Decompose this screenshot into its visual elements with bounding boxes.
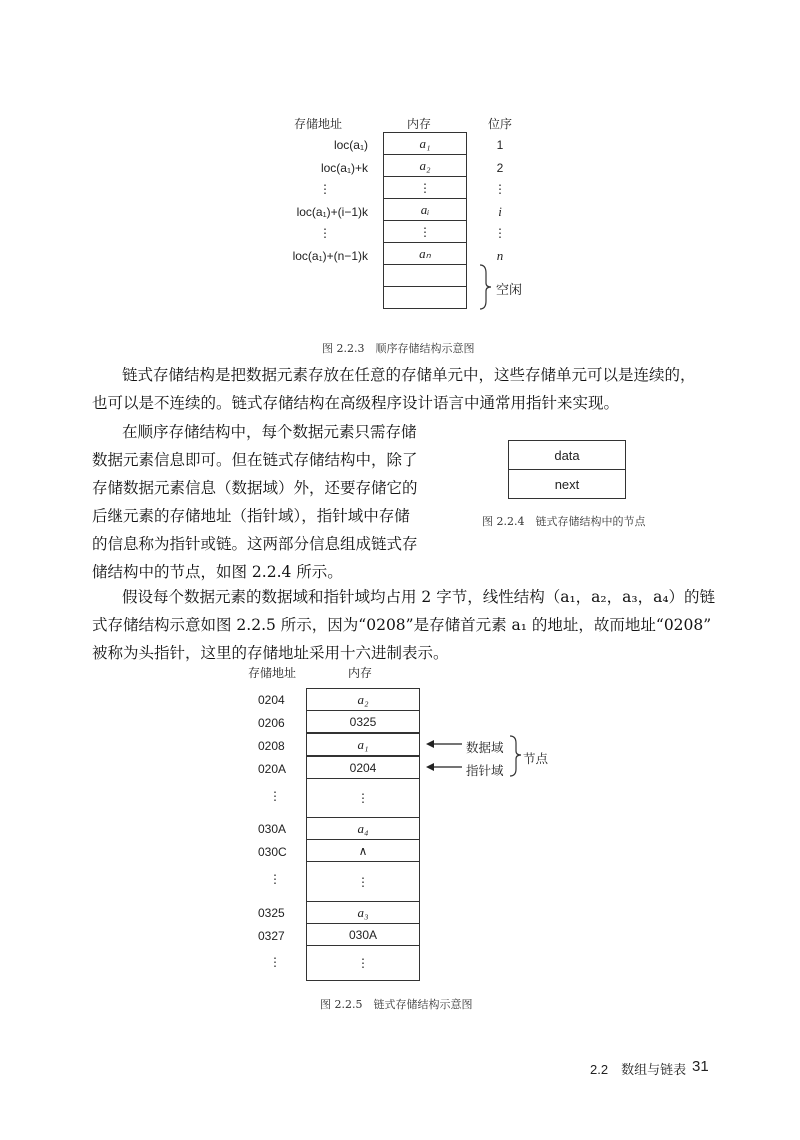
next-field-cell: next <box>508 469 626 499</box>
address-label: 020A <box>258 762 287 776</box>
paragraph-line: 式存储结构示意如图 2.2.5 所示，因为“0208”是存储首元素 a₁ 的地址，故而地址“0208” <box>92 616 712 634</box>
figure-caption: 图 2.2.5 链式存储结构示意图 <box>320 998 473 1011</box>
memory-cell: aₙ <box>383 242 467 265</box>
memory-cell: a₁ <box>383 132 467 155</box>
address-label: ⋮ <box>319 182 331 196</box>
header-memory: 内存 <box>348 666 373 680</box>
paragraph-line: 也可以是不连续的。链式存储结构在高级程序设计语言中通常用指针来实现。 <box>92 394 620 412</box>
order-label: 1 <box>496 138 504 152</box>
address-label: ⋮ <box>269 955 281 969</box>
order-label: 2 <box>496 161 504 175</box>
header-order: 位序 <box>488 117 513 131</box>
paragraph-line: 链式存储结构是把数据元素存放在任意的存储单元中，这些存储单元可以是连续的， <box>122 366 696 384</box>
order-label: i <box>498 204 502 219</box>
memory-cell: ⋮ <box>383 176 467 199</box>
node-label: 节点 <box>523 752 549 766</box>
address-label: 0206 <box>258 716 285 730</box>
address-label: loc(a₁) <box>333 138 368 152</box>
address-label: ⋮ <box>269 789 281 803</box>
paragraph-line: 数据元素信息即可。但在链式存储结构中，除了 <box>92 451 418 469</box>
paragraph-line: 的信息称为指针或链。这两部分信息组成链式存 <box>92 535 418 553</box>
data-field-label: 数据域 <box>466 741 504 755</box>
data-field-cell: data <box>508 440 626 470</box>
paragraph-line: 后继元素的存储地址（指针域），指针域中存储 <box>92 507 410 525</box>
header-address: 存储地址 <box>294 117 343 131</box>
address-label: 0327 <box>258 929 285 943</box>
address-label: loc(a₁)+(i−1)k <box>296 205 368 219</box>
memory-cell: a₃ <box>306 901 420 924</box>
address-label: 0204 <box>258 693 285 707</box>
memory-cell: 0325 <box>306 710 420 733</box>
header-memory: 内存 <box>407 117 432 131</box>
free-memory-cell <box>383 264 467 287</box>
memory-cell: ∧ <box>306 839 420 862</box>
free-memory-cell <box>383 286 467 309</box>
pointer-field-label: 指针域 <box>466 764 504 778</box>
free-label: 空闲 <box>496 282 523 297</box>
address-label: ⋮ <box>269 872 281 886</box>
memory-cell: 0204 <box>306 756 420 779</box>
paragraph-line: 存储数据元素信息（数据域）外，还要存储它的 <box>92 479 418 497</box>
header-address: 存储地址 <box>248 666 297 680</box>
memory-cell: 030A <box>306 923 420 946</box>
paragraph-line: 被称为头指针，这里的存储地址采用十六进制表示。 <box>92 644 449 662</box>
memory-cell: ⋮ <box>306 861 420 902</box>
address-label: ⋮ <box>319 226 331 240</box>
address-label: 0208 <box>258 739 285 753</box>
brace-icon <box>477 263 497 311</box>
page-number: 31 <box>692 1058 709 1075</box>
address-label: 0325 <box>258 906 285 920</box>
order-label: ⋮ <box>494 182 506 196</box>
address-label: 030C <box>258 845 287 859</box>
memory-cell: a₂ <box>383 154 467 177</box>
figure-caption: 图 2.2.4 链式存储结构中的节点 <box>482 515 646 528</box>
paragraph-line: 在顺序存储结构中，每个数据元素只需存储 <box>122 423 417 441</box>
memory-cell: aᵢ <box>383 198 467 221</box>
paragraph-line: 储结构中的节点，如图 2.2.4 所示。 <box>92 563 343 581</box>
paragraph-line: 假设每个数据元素的数据域和指针域均占用 2 字节，线性结构（a₁，a₂，a₃，a₄）的链 <box>122 588 716 606</box>
figure-caption: 图 2.2.3 顺序存储结构示意图 <box>322 342 475 355</box>
memory-cell: a₂ <box>306 688 420 711</box>
memory-cell: ⋮ <box>306 778 420 818</box>
address-label: loc(a₁)+(n−1)k <box>292 249 368 263</box>
memory-cell: a₁ <box>306 733 420 756</box>
memory-cell: ⋮ <box>383 220 467 243</box>
memory-cell: a₄ <box>306 817 420 840</box>
address-label: loc(a₁)+k <box>320 161 368 175</box>
footer-section-title: 2.2 数组与链表 <box>590 1062 687 1077</box>
order-label: n <box>496 248 504 263</box>
memory-cell: ⋮ <box>306 945 420 981</box>
order-label: ⋮ <box>494 226 506 240</box>
address-label: 030A <box>258 822 287 836</box>
